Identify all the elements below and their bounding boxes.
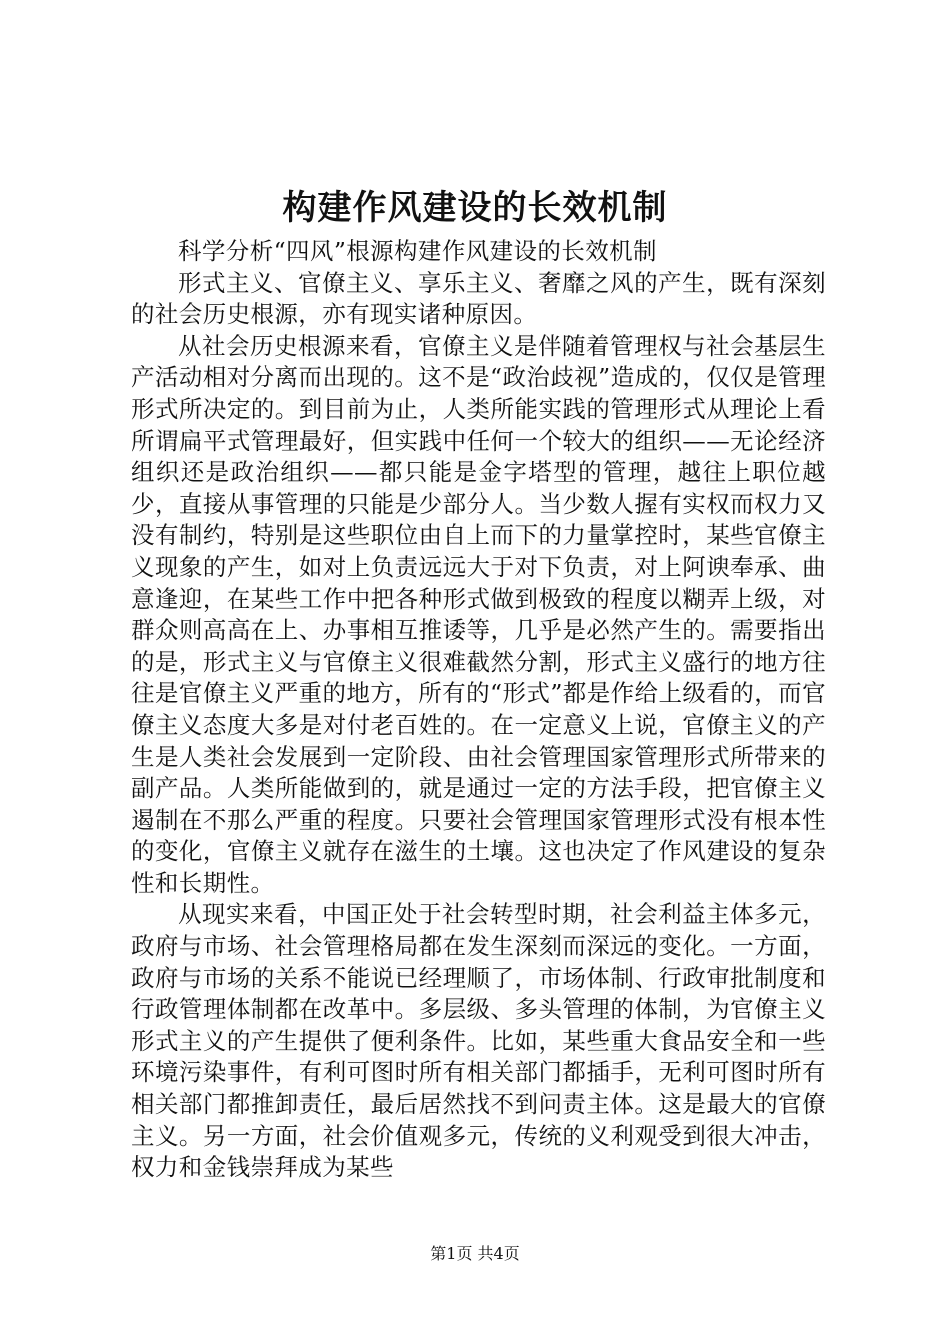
document-body — [131, 236, 826, 1184]
page-footer: 第1页 共4页 — [430, 1244, 520, 1263]
body-paragraph: 从现实来看，中国正处于社会转型时期，社会利益主体多元，政府与市场、社会管理格局都在发生深刻而深远的变化。一方面，政府与市场的关系不能说已经理顺了，市场体制、行政审批制度和行政管理体制都在改革中。多层级、多头管理的体制，为官僚主义形式主义的产生提供了便利条件。比如，某些重大食品安全和一些环境污染事件，有利可图时所有相关部门都插手，无利可图时所有相关部门都推卸责任，最后居然找不到问责主体。这是最大的官僚主义。另一方面，社会价值观多元，传统的义利观受到很大冲击，权力和金钱崇拜成为某些 — [131, 900, 826, 1182]
body-paragraph: 从社会历史根源来看，官僚主义是伴随着管理权与社会基层生产活动相对分离而出现的。这不是“政治歧视”造成的，仅仅是管理形式所决定的。到目前为止，人类所能实践的管理形式从理论上看所谓扁平式管理最好，但实践中任何一个较大的组织——无论经济组织还是政治组织——都只能是金字塔型的管理，越往上职位越少，直接从事管理的只能是少部分人。当少数人握有实权而权力又没有制约，特别是这些职位由自上而下的力量掌控时，某些官僚主义现象的产生，如对上负责远远大于对下负责，对上阿谀奉承、曲意逢迎，在某些工作中把各种形式做到极致的程度以糊弄上级，对群众则高高在上、办事相互推诿等，几乎是必然产生的。需要指出的是，形式主义与官僚主义很难截然分割，形式主义盛行的地方往往是官僚主义严重的地方，所有的“形式”都是作给上级看的，而官僚主义态度大多是对付老百姓的。在一定意义上说，官僚主义的产生是人类社会发展到一定阶段、由社会管理国家管理形式所带来的副产品。人类所能做到的，就是通过一定的方法手段，把官僚主义遏制在不那么严重的程度。只要社会管理国家管理形式没有根本性的变化，官僚主义就存在滋生的土壤。这也决定了作风建设的复杂性和长期性。 — [131, 331, 826, 897]
subtitle-paragraph: 科学分析“四风”根源构建作风建设的长效机制 — [178, 237, 657, 265]
body-paragraph: 形式主义、官僚主义、享乐主义、奢靡之风的产生，既有深刻的社会历史根源，亦有现实诸种原因。 — [131, 268, 826, 329]
document-title: 构建作风建设的长效机制 — [282, 188, 668, 228]
